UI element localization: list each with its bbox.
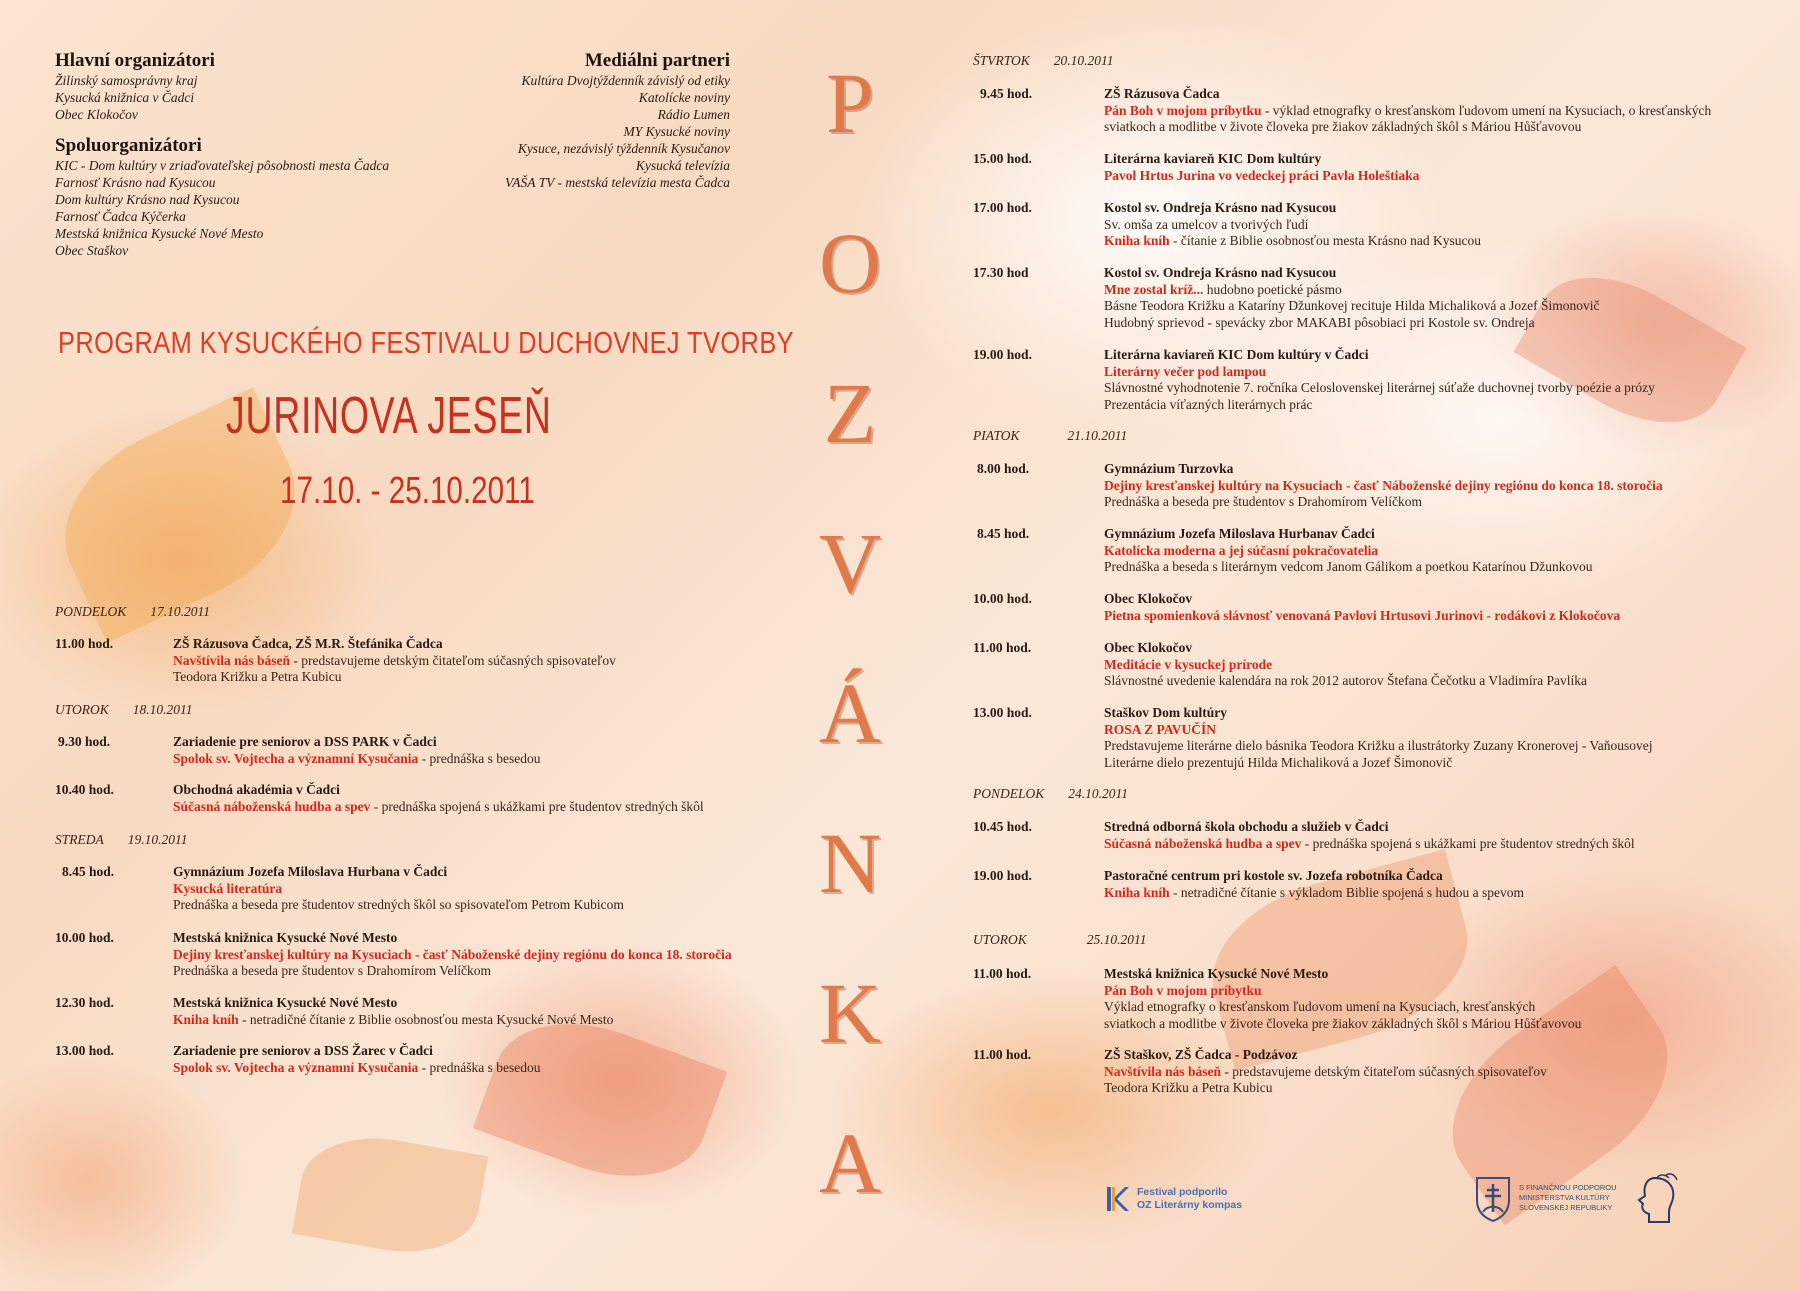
event-title: Pietna spomienková slávnosť venovaná Pavlovi Hrtusovi Jurinovi - rodákovi z Klokočova (1104, 607, 1621, 623)
event-detail: Literárne dielo prezentujú Hilda Michaliková a Jozef Šimonovič (1104, 754, 1453, 770)
media-partner-item: Katolícke noviny (638, 90, 730, 105)
event-venue: Gymnázium Jozefa Miloslava Hurbanav Čadci (1104, 526, 1375, 541)
event-venue: Staškov Dom kultúry (1104, 705, 1228, 720)
event-desc: - prednáška spojená s ukážkami pre študentov stredných škôl (370, 798, 704, 814)
event-time: 10.45 hod. (973, 819, 1032, 834)
pozvanka-letter: Z (823, 365, 877, 461)
media-partner-item: Kysuce, nezávislý týždenník Kysučanov (517, 141, 730, 156)
day-date: 24.10.2011 (1068, 786, 1129, 801)
event-time: 17.00 hod. (973, 200, 1032, 215)
event-time: 8.00 hod. (977, 461, 1030, 476)
event-desc: - predstavujeme detským čitateľom súčasných spisovateľov (1221, 1063, 1547, 1079)
day-date: 20.10.2011 (1053, 53, 1114, 68)
festival-program-title: PROGRAM KYSUCKÉHO FESTIVALU DUCHOVNEJ TVORBY (58, 325, 795, 360)
media-partner-item: Kultúra Dvojtýždenník závislý od etiky (521, 73, 730, 88)
day-name: PONDELOK (55, 604, 127, 619)
organizer-item: Obec Klokočov (55, 107, 138, 122)
pozvanka-letter: A (818, 1115, 882, 1211)
event-title: Dejiny kresťanskej kultúry na Kysuciach - časť Náboženské dejiny regiónu do konca 18. storočia (173, 946, 732, 962)
event-venue: Kostol sv. Ondreja Krásno nad Kysucou (1104, 200, 1337, 215)
co-organizers-heading: Spoluorganizátori (55, 135, 202, 156)
event-time: 12.30 hod. (55, 995, 114, 1010)
event-title: Pán Boh v mojom príbytku (1104, 102, 1262, 118)
event-venue: Pastoračné centrum pri kostole sv. Jozefa robotníka Čadca (1104, 868, 1443, 883)
event-detail: Slávnostné vyhodnotenie 7. ročníka Celoslovenskej literárnej súťaže duchovnej tvorby poézie a prózy (1104, 380, 1655, 395)
event-title: Navštívila nás báseň (1104, 1063, 1222, 1079)
event-detail: Prednáška a beseda pre študentov s Drahomírom Velíčkom (173, 963, 492, 978)
event-detail: Predstavujeme literárne dielo básnika Teodora Križku a ilustrátorky Zuzany Kronerovej - Vaňousovej (1104, 738, 1653, 753)
event-title: Meditácie v kysuckej prírode (1104, 656, 1273, 672)
event-venue: Literárna kaviareň KIC Dom kultúry (1104, 151, 1322, 166)
event-desc: - prednáška s besedou (418, 1059, 541, 1075)
event-venue: Gymnázium Turzovka (1104, 461, 1234, 476)
event-time: 10.40 hod. (55, 782, 114, 797)
event-venue: Zariadenie pre seniorov a DSS Žarec v Čadci (173, 1043, 433, 1058)
event-time: 13.00 hod. (973, 705, 1032, 720)
pozvanka-letter: Á (818, 665, 882, 761)
pozvanka-vertical-title (800, 50, 900, 1211)
event-desc: - predstavujeme detským čitateľom súčasných spisovateľov (290, 652, 616, 668)
media-partner-item: MY Kysucké noviny (623, 124, 730, 139)
event-venue: Gymnázium Jozefa Miloslava Hurbana v Čadci (173, 864, 448, 879)
profile-head-icon (1635, 1172, 1683, 1224)
event-detail: sviatkoch a modlitbe v živote človeka pre žiakov základných škôl s Máriou Hůšťavovou (1104, 119, 1582, 134)
event-venue: Zariadenie pre seniorov a DSS PARK v Čadci (173, 734, 437, 749)
event-time: 13.00 hod. (55, 1043, 114, 1058)
event-detail: Prednáška a beseda s literárnym vedcom Janom Gálikom a poetkou Katarínou Džunkovou (1104, 559, 1593, 574)
event-detail: Teodora Križku a Petra Kubicu (173, 669, 342, 684)
day-name: ŠTVRTOK (973, 53, 1030, 68)
event-title: Súčasná náboženská hudba a spev (1104, 835, 1302, 851)
event-detail: Výklad etnografky o kresťanskom ľudovom umení na Kysuciach, kresťanských (1104, 999, 1536, 1014)
day-date: 21.10.2011 (1067, 428, 1128, 443)
event-detail: Prednáška a beseda pre študentov stredných škôl so spisovateľom Petrom Kubicom (173, 897, 624, 912)
event-venue: ZŠ Rázusova Čadca, ZŠ M.R. Štefánika Čadca (173, 636, 443, 651)
event-time: 11.00 hod. (973, 966, 1032, 981)
day-date: 17.10.2011 (150, 604, 211, 619)
event-title: Kniha kníh (1104, 884, 1170, 900)
day-header (973, 428, 1127, 444)
event-detail: Teodora Križku a Petra Kubicu (1104, 1080, 1273, 1095)
event-venue: ZŠ Rázusova Čadca (1104, 86, 1220, 101)
media-partner-item: Kysucká televízia (635, 158, 730, 173)
ministry-line: SLOVENSKEJ REPUBLIKY (1519, 1203, 1613, 1212)
event-venue: ZŠ Staškov, ZŠ Čadca - Podzávoz (1104, 1047, 1298, 1062)
event-title: Spolok sv. Vojtecha a významní Kysučania (173, 1059, 419, 1075)
event-time: 10.00 hod. (55, 930, 114, 945)
co-organizer-item: Farnosť Čadca Kýčerka (55, 209, 186, 224)
kompas-line1: Festival podporilo (1137, 1186, 1228, 1198)
day-name: UTOROK (55, 702, 109, 717)
co-organizer-item: Farnosť Krásno nad Kysucou (55, 175, 216, 190)
event-desc: hudobno poetické pásmo (1203, 281, 1342, 297)
ministry-culture-logo (1473, 1172, 1683, 1224)
literarny-kompas-logo (1105, 1185, 1242, 1213)
pozvanka-letter: P (826, 55, 874, 151)
event-venue: Mestská knižnica Kysucké Nové Mesto (173, 995, 398, 1010)
event-time: 8.45 hod. (977, 526, 1030, 541)
event-venue: Mestská knižnica Kysucké Nové Mesto (173, 930, 398, 945)
event-time: 19.00 hod. (973, 868, 1032, 883)
event-desc: - netradičné čítanie z Biblie osobnosťou mesta Kysucké Nové Mesto (238, 1011, 614, 1027)
event-time: 10.00 hod. (973, 591, 1032, 606)
pozvanka-letter: N (818, 815, 882, 911)
pozvanka-letter: V (818, 515, 882, 611)
event-time: 9.45 hod. (980, 86, 1033, 101)
event-time: 17.30 hod (973, 265, 1029, 280)
media-partners (420, 50, 730, 191)
event-title: Pán Boh v mojom príbytku (1104, 982, 1262, 998)
co-organizer-item: Obec Staškov (55, 243, 129, 258)
event-venue: Obec Klokočov (1104, 640, 1193, 655)
event-time: 11.00 hod. (55, 636, 114, 651)
media-partner-item: VAŠA TV - mestská televízia mesta Čadca (505, 175, 730, 190)
event-venue: Kostol sv. Ondreja Krásno nad Kysucou (1104, 265, 1337, 280)
event-title: Mne zostal kríž... (1104, 281, 1204, 297)
event-venue: Obchodná akadémia v Čadci (173, 782, 340, 797)
event-desc: - čítanie z Biblie osobnosťou mesta Krásno nad Kysucou (1169, 233, 1482, 248)
co-organizer-item: KIC - Dom kultúry v zriaďovateľskej pôsobnosti mesta Čadca (55, 158, 390, 173)
day-header (55, 832, 188, 848)
event-title: Spolok sv. Vojtecha a významní Kysučania (173, 750, 419, 766)
event-venue: Literárna kaviareň KIC Dom kultúry v Čadci (1104, 347, 1369, 362)
media-partner-item: Rádio Lumen (657, 107, 730, 122)
kompas-logo-icon (1105, 1185, 1131, 1213)
event-desc: - prednáška spojená s ukážkami pre študentov stredných škôl (1301, 835, 1635, 851)
day-date: 19.10.2011 (127, 832, 188, 847)
media-partners-heading: Mediálni partneri (584, 50, 730, 71)
day-header (973, 932, 1147, 948)
day-date: 25.10.2011 (1086, 932, 1147, 947)
slovak-coat-of-arms-icon (1473, 1174, 1513, 1222)
event-desc: - netradičné čítanie s výkladom Biblie spojená s hudou a spevom (1169, 884, 1524, 900)
organizer-item: Žilinský samosprávny kraj (55, 73, 198, 88)
day-header (55, 702, 193, 718)
event-detail: Prednáška a beseda pre študentov s Drahomírom Velíčkom (1104, 494, 1423, 509)
event-title: Pavol Hrtus Jurina vo vedeckej práci Pavla Holeštiaka (1104, 167, 1420, 183)
event-title: Literárny večer pod lampou (1104, 363, 1267, 379)
co-organizer-item: Mestská knižnica Kysucké Nové Mesto (55, 226, 264, 241)
ministry-line: S FINANČNOU PODPOROU (1519, 1183, 1617, 1192)
event-time: 8.45 hod. (62, 864, 115, 879)
event-title: Kniha kníh (1104, 233, 1170, 248)
event-detail: Slávnostné uvedenie kalendára na rok 2012 autorov Štefana Čečotku a Vladimíra Pavlíka (1104, 673, 1587, 688)
pozvanka-letter: O (818, 215, 882, 311)
event-time: 19.00 hod. (973, 347, 1032, 362)
main-organizers-heading: Hlavní organizátori (55, 50, 215, 71)
event-time: 9.30 hod. (58, 734, 111, 749)
event-title: Súčasná náboženská hudba a spev (173, 798, 371, 814)
event-detail: Prezentácia víťazných literárnych prác (1104, 396, 1313, 412)
festival-name: JURINOVA JESEŇ (226, 387, 552, 445)
event-desc: - výklad etnografky o kresťanskom ľudovom umení na Kysuciach, o kresťanských (1261, 102, 1712, 118)
event-detail: Básne Teodora Križku a Kataríny Džunkovej recituje Hilda Michaliková a Jozef Šimonovič (1104, 298, 1600, 313)
day-header (55, 604, 210, 620)
kompas-line2: OZ Literárny kompas (1137, 1199, 1243, 1211)
event-title: Dejiny kresťanskej kultúry na Kysuciach - časť Náboženské dejiny regiónu do konca 18. storočia (1104, 477, 1663, 493)
event-detail: Sv. omša za umelcov a tvorivých ľudí (1104, 216, 1309, 232)
festival-dates: 17.10. - 25.10.2011 (280, 470, 535, 512)
day-name: STREDA (55, 832, 104, 847)
event-time: 11.00 hod. (973, 640, 1032, 655)
event-time: 15.00 hod. (973, 151, 1032, 166)
event-title: Kniha kníh (173, 1011, 239, 1027)
event-venue: Obec Klokočov (1104, 591, 1193, 606)
event-time: 11.00 hod. (973, 1047, 1032, 1062)
ministry-line: MINISTERSTVA KULTÚRY (1519, 1193, 1610, 1202)
event-title: Katolícka moderna a jej súčasní pokračovatelia (1104, 542, 1379, 558)
event-title: ROSA Z PAVUČÍN (1104, 721, 1217, 737)
event-title: Navštívila nás báseň (173, 652, 291, 668)
organizer-item: Kysucká knižnica v Čadci (55, 90, 195, 105)
event-venue: Stredná odborná škola obchodu a služieb v Čadci (1104, 819, 1389, 834)
day-header (973, 53, 1114, 69)
co-organizer-item: Dom kultúry Krásno nad Kysucou (55, 192, 240, 207)
day-date: 18.10.2011 (132, 702, 193, 717)
decorative-leaf (292, 1125, 488, 1265)
day-name: PONDELOK (973, 786, 1045, 801)
day-header (973, 786, 1128, 802)
event-desc: - prednáška s besedou (418, 750, 541, 766)
event-detail: sviatkoch a modlitbe v živote človeka pre žiakov základných škôl s Máriou Hůšťavovou (1104, 1015, 1582, 1031)
event-venue: Mestská knižnica Kysucké Nové Mesto (1104, 966, 1329, 981)
day-name: UTOROK (973, 932, 1027, 947)
event-detail: Hudobný sprievod - spevácky zbor MAKABI pôsobiaci pri Kostole sv. Ondreja (1104, 314, 1535, 330)
day-name: PIATOK (973, 428, 1020, 443)
event-title: Kysucká literatúra (173, 880, 283, 896)
pozvanka-letter: K (818, 965, 882, 1061)
